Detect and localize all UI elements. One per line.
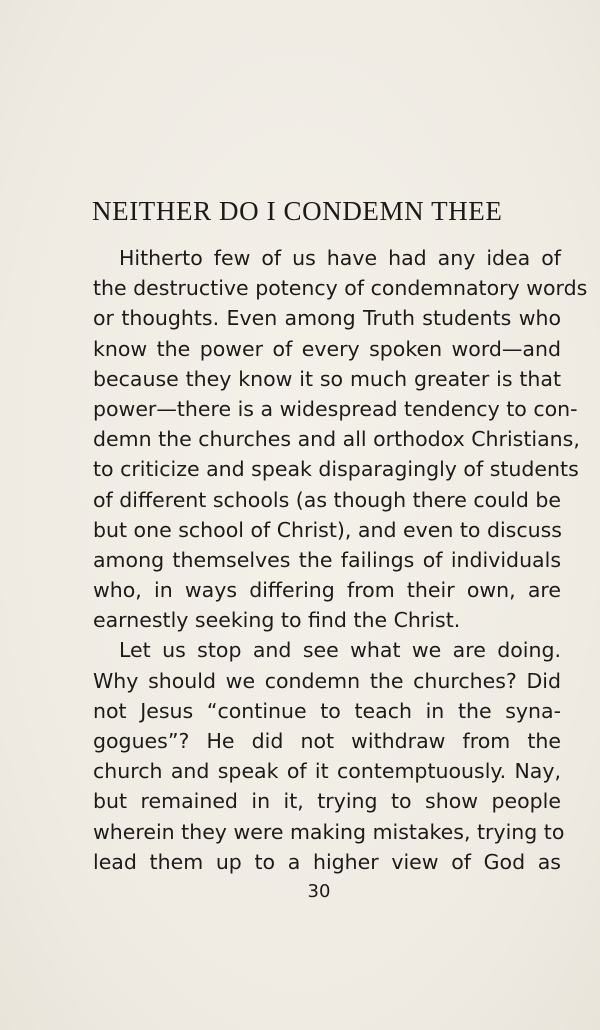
- text-line: among themselves the failings of individuals: [93, 547, 561, 572]
- paragraph-2: [93, 635, 565, 877]
- text-line: Let us stop and see what we are doing.: [119, 638, 561, 663]
- text-line: because they know it so much greater is that: [93, 366, 561, 391]
- text-line: not Jesus “continue to teach in the syna-: [93, 698, 561, 723]
- text-line: power—there is a widespread tendency to con-: [93, 396, 578, 421]
- text-line: the destructive potency of condemnatory words: [93, 276, 588, 301]
- text-line: wherein they were making mistakes, trying to: [93, 819, 565, 844]
- text-line: gogues”? He did not withdraw from the: [93, 729, 561, 753]
- text-line: church and speak of it contemptuously. Nay,: [93, 759, 561, 784]
- text-line: to criticize and speak disparagingly of students: [93, 457, 579, 482]
- chapter-title: NEITHER DO I CONDEMN THEE: [92, 196, 503, 226]
- text-line: but remained in it, trying to show people: [93, 789, 561, 814]
- text-line: or thoughts. Even among Truth students who: [93, 306, 561, 331]
- body-text: [93, 243, 588, 877]
- text-line: demn the churches and all orthodox Christians,: [93, 427, 580, 452]
- text-line: of different schools (as though there could be: [93, 487, 562, 512]
- text-line: Hitherto few of us have had any idea of: [119, 246, 561, 270]
- text-line: earnestly seeking to find the Christ.: [93, 608, 461, 633]
- text-line: Why should we condemn the churches? Did: [93, 668, 561, 693]
- text-line: know the power of every spoken word—and: [93, 336, 561, 361]
- text-line: but one school of Christ), and even to discuss: [93, 517, 562, 542]
- text-line: who, in ways differing from their own, are: [93, 578, 561, 603]
- page-number: 30: [307, 881, 331, 902]
- paragraph-1: [93, 243, 588, 635]
- text-line: lead them up to a higher view of God as: [93, 849, 561, 874]
